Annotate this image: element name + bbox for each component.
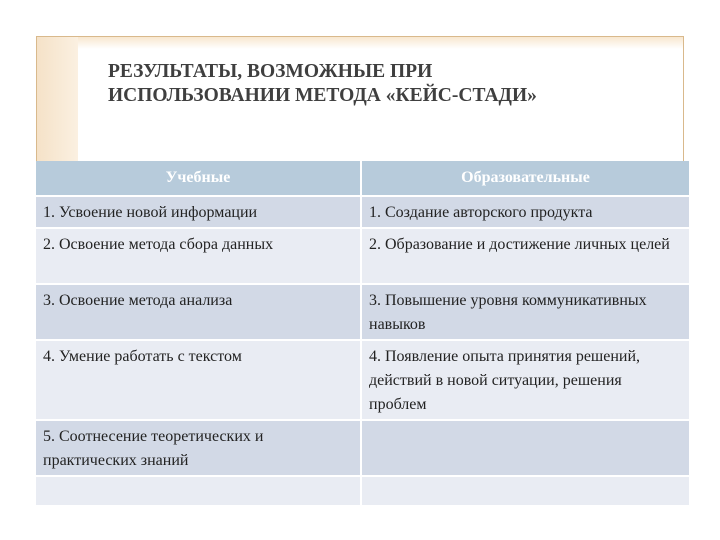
table-cell: 2. Образование и достижение личных целей xyxy=(361,228,690,284)
title-line-1: РЕЗУЛЬТАТЫ, ВОЗМОЖНЫЕ ПРИ xyxy=(108,61,433,82)
table-cell: 3. Повышение уровня коммуникативных навыков xyxy=(361,284,690,340)
table-cell: 2. Освоение метода сбора данных xyxy=(36,228,361,284)
table-cell: 1. Создание авторского продукта xyxy=(361,196,690,228)
results-table xyxy=(36,161,691,507)
table-row xyxy=(36,340,690,420)
table-cell: 3. Освоение метода анализа xyxy=(36,284,361,340)
table-header-row xyxy=(36,161,690,196)
table-cell xyxy=(361,420,690,476)
table-cell: 4. Умение работать с текстом xyxy=(36,340,361,420)
table-row xyxy=(36,196,690,228)
table-cell: 5. Соотнесение теоретических и практических знаний xyxy=(36,420,361,476)
table-row xyxy=(36,476,690,506)
title-line-2: ИСПОЛЬЗОВАНИИ МЕТОДА «КЕЙС-СТАДИ» xyxy=(108,85,537,106)
table-cell xyxy=(361,476,690,506)
header-formative: Образовательные xyxy=(361,161,690,196)
table-row xyxy=(36,228,690,284)
table-cell: 4. Появление опыта принятия решений, действий в новой ситуации, решения проблем xyxy=(361,340,690,420)
header-educational: Учебные xyxy=(36,161,361,196)
table-cell xyxy=(36,476,361,506)
table-row xyxy=(36,420,690,476)
table-cell: 1. Усвоение новой информации xyxy=(36,196,361,228)
table-row xyxy=(36,284,690,340)
slide-title xyxy=(108,60,668,108)
